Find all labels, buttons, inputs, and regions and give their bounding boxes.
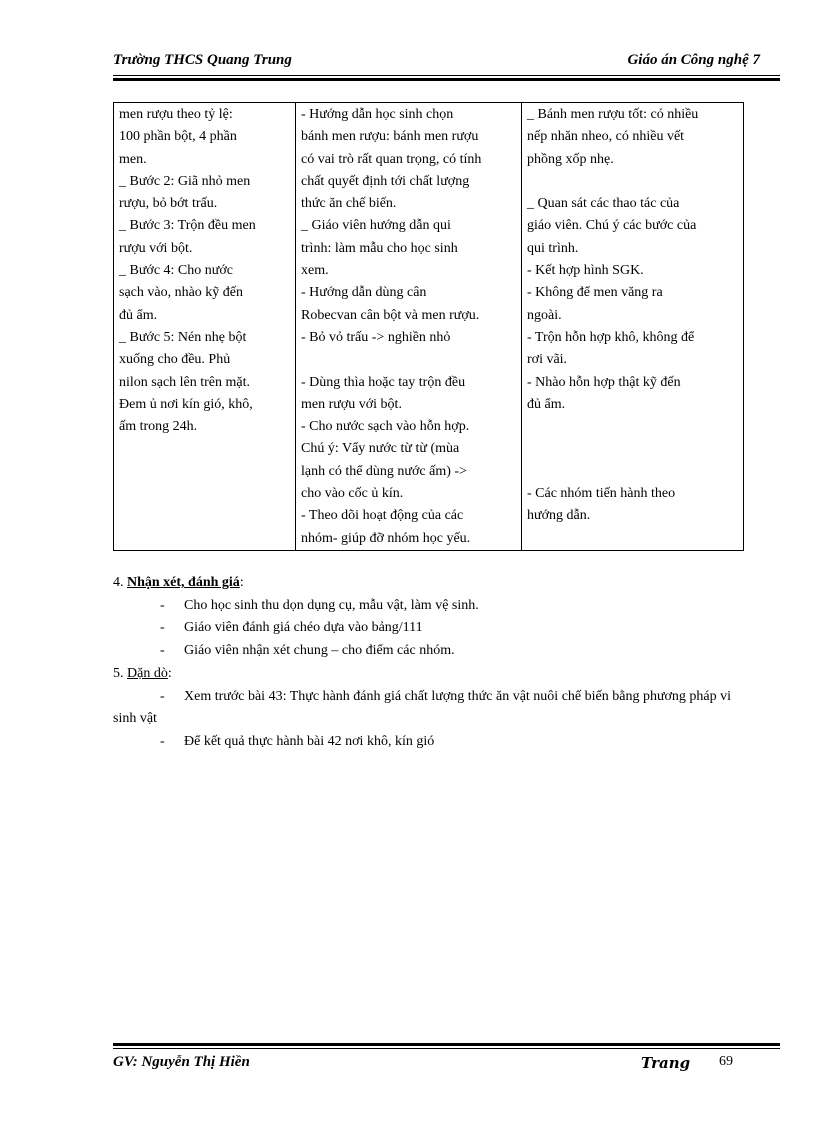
blank-line xyxy=(527,416,739,438)
cell-text-line: - Không để men văng ra xyxy=(527,285,663,301)
blank-line xyxy=(527,171,739,193)
list-item-text: Để kết quả thực hành bài 42 nơi khô, kín gió xyxy=(184,733,435,749)
section-title: Dặn dò xyxy=(127,666,168,681)
cell-text-line: xem. xyxy=(301,263,329,279)
cell-text-line: 100 phần bột, 4 phần xyxy=(119,129,237,145)
cell-text-line: _ Bước 5: Nén nhẹ bột xyxy=(119,329,247,345)
cell-text-line: nhóm- giúp đỡ nhóm học yếu. xyxy=(301,530,471,546)
list-item-text: Cho học sinh thu dọn dụng cụ, mẫu vật, làm vệ sinh. xyxy=(184,597,479,613)
cell-text-line: _ Bước 4: Cho nước xyxy=(119,263,233,279)
cell-text-line: chất quyết định tới chất lượng xyxy=(301,173,470,189)
cell-text-line: có vai trò rất quan trọng, có tính xyxy=(301,151,482,167)
bullet-dash: - xyxy=(160,642,165,658)
section-assessment xyxy=(113,572,753,662)
cell-text-line: - Bỏ vỏ trấu -> nghiền nhỏ xyxy=(301,329,451,345)
section-heading xyxy=(113,572,753,595)
cell-text-line: rượu với bột. xyxy=(119,240,193,256)
student-activity-column xyxy=(522,103,744,551)
blank-line xyxy=(527,438,739,460)
cell-text-line: thức ăn chế biến. xyxy=(301,196,397,212)
cell-text-line: rơi vãi. xyxy=(527,352,568,368)
cell-text-line: - Kết hợp hình SGK. xyxy=(527,263,644,279)
list-item xyxy=(113,686,753,731)
section-homework xyxy=(113,663,753,753)
cell-text-line: _ Bánh men rượu tốt: có nhiều xyxy=(527,107,699,122)
table-row xyxy=(114,103,744,551)
blank-line xyxy=(527,461,739,483)
list-item-text: Xem trước bài 43: Thực hành đánh giá chất lượng thức ăn vật nuôi chế biến bằng phương pháp vi sinh vật xyxy=(113,688,732,726)
school-name: Trường THCS Quang Trung xyxy=(113,52,292,68)
cell-text-line: nilon sạch lên trên mặt. xyxy=(119,374,251,390)
bullet-dash: - xyxy=(160,733,165,749)
cell-text-line: ngoài. xyxy=(527,307,562,323)
cell-text-line: men. xyxy=(119,151,147,167)
cell-text-line: - Cho nước sạch vào hỗn hợp. xyxy=(301,419,470,435)
teacher-name: GV: Nguyễn Thị Hiền xyxy=(113,1054,250,1070)
list-item xyxy=(113,731,753,754)
cell-text-line: hướng dẫn. xyxy=(527,508,591,524)
cell-text-line: Chú ý: Vẩy nước từ từ (mùa xyxy=(301,441,460,457)
cell-text-line: Robecvan cân bột và men rượu. xyxy=(301,307,480,323)
page-label: Trang xyxy=(641,1054,691,1072)
cell-text-line: - Theo dõi hoạt động của các xyxy=(301,508,464,524)
cell-text-line: phồng xốp nhẹ. xyxy=(527,151,614,167)
cell-text-line: ấm trong 24h. xyxy=(119,419,198,435)
cell-text-line: qui trình. xyxy=(527,240,579,256)
bullet-dash: - xyxy=(160,620,165,635)
list-item xyxy=(113,640,753,663)
cell-text-line: - Hướng dẫn dùng cân xyxy=(301,285,427,301)
section-number: 5. xyxy=(113,666,127,681)
section-colon: : xyxy=(167,666,172,681)
teacher-activity-column xyxy=(296,103,522,551)
lesson-table xyxy=(113,102,744,551)
cell-text-line: _ Giáo viên hướng dẫn qui xyxy=(301,218,451,234)
cell-text-line: nếp nhăn nheo, có nhiều vết xyxy=(527,129,685,145)
page-number: 69 xyxy=(719,1054,733,1069)
page-header xyxy=(113,52,780,74)
cell-text-line: lạnh có thể dùng nước ấm) -> xyxy=(301,463,467,479)
section-number: 4. xyxy=(113,575,127,590)
section-heading xyxy=(113,663,753,686)
cell-text-line: men rượu với bột. xyxy=(301,396,402,412)
list-item-text: Giáo viên nhận xét chung – cho điểm các nhóm. xyxy=(184,642,455,658)
cell-text-line: - Dùng thìa hoặc tay trộn đều xyxy=(301,374,466,390)
cell-text-line: bánh men rượu: bánh men rượu xyxy=(301,129,479,145)
cell-text-line: - Hướng dẫn học sinh chọn xyxy=(301,107,454,122)
cell-text-line: rượu, bỏ bớt trấu. xyxy=(119,196,218,212)
footer-rule-thick xyxy=(113,1043,780,1046)
list-item xyxy=(113,595,753,618)
cell-text-line: _ Bước 3: Trộn đều men xyxy=(119,218,256,234)
cell-text-line: _ Quan sát các thao tác của xyxy=(527,196,680,212)
cell-text-line: - Trộn hỗn hợp khô, không để xyxy=(527,329,695,345)
cell-text-line: Đem ủ nơi kín gió, khô, xyxy=(119,396,253,412)
bullet-dash: - xyxy=(160,597,165,613)
bullet-dash: - xyxy=(160,688,165,704)
section-colon: : xyxy=(239,575,244,590)
content-column xyxy=(114,103,296,551)
header-rule-thick xyxy=(113,78,780,81)
list-item xyxy=(113,617,753,640)
blank-line xyxy=(301,349,517,371)
cell-text-line: trình: làm mẫu cho học sinh xyxy=(301,240,458,256)
cell-text-line: _ Bước 2: Giã nhỏ men xyxy=(119,173,251,189)
cell-text-line: đủ ẩm. xyxy=(119,307,158,323)
list-item-text: Giáo viên đánh giá chéo dựa vào bảng/111 xyxy=(184,620,423,635)
cell-text-line: cho vào cốc ủ kín. xyxy=(301,486,404,502)
cell-text-line: xuống cho đều. Phủ xyxy=(119,352,231,368)
footer-rule-thin xyxy=(113,1048,780,1049)
cell-text-line: giáo viên. Chú ý các bước của xyxy=(527,218,697,234)
document-title: Giáo án Công nghệ 7 xyxy=(627,52,760,68)
header-rule-thin xyxy=(113,75,780,76)
section-title: Nhận xét, đánh giá xyxy=(127,575,240,590)
cell-text-line: - Các nhóm tiến hành theo xyxy=(527,486,676,502)
cell-text-line: đủ ẩm. xyxy=(527,396,566,412)
cell-text-line: sạch vào, nhào kỹ đến xyxy=(119,285,244,301)
cell-text-line: - Nhào hỗn hợp thật kỹ đến xyxy=(527,374,681,390)
cell-text-line: men rượu theo tỷ lệ: xyxy=(119,107,233,122)
